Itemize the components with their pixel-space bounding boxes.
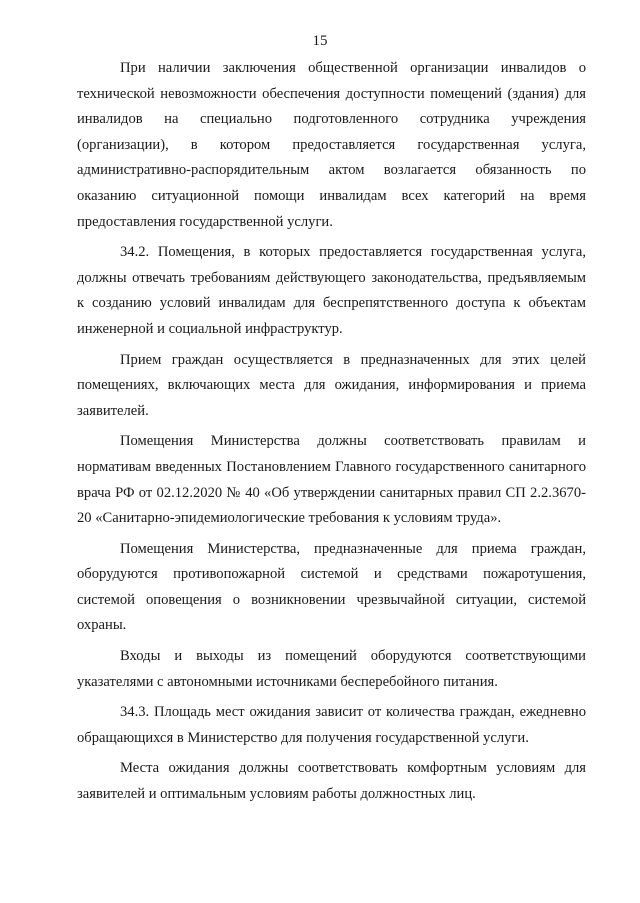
- paragraph-34-2-premises-requirements: 34.2. Помещения, в которых предоставляется государственная услуга, должны отвечать требованиям действующего законодательства, предъявляемым к созданию условий инвалидам для беспрепятственного доступа к объектам инженерной и социальной инфраструктур.: [77, 244, 586, 337]
- paragraph-sanitary-rules: Помещения Министерства должны соответствовать правилам и нормативам введенных Постановлением Главного государственного санитарного врача РФ от 02.12.2020 № 40 «Об утверждении санитарных правил СП 2.2.3670-20 «Санитарно-эпидемиологические требования к условиям труда».: [77, 433, 586, 527]
- paragraph-fire-safety: Помещения Министерства, предназначенные для приема граждан, оборудуются противопожарной системой и средствами пожаротушения, системой оповещения о возникновении чрезвычайной ситуации, системой охраны.: [77, 540, 586, 634]
- document-body: [77, 56, 586, 808]
- paragraph-disabled-persons-assistance: При наличии заключения общественной организации инвалидов о технической невозможности обеспечения доступности помещений (здания) для инвалидов на специально подготовленного сотрудника учреждения (организации), в котором предоставляется государственная услуга, административно-распорядительным актом возлагается обязанность по оказанию ситуационной помощи инвалидам всех категорий на время предоставления государственной услуги.: [77, 60, 586, 230]
- paragraph-34-3-waiting-area: 34.3. Площадь мест ожидания зависит от количества граждан, ежедневно обращающихся в Министерство для получения государственной услуги.: [77, 704, 586, 746]
- paragraph-reception-premises: Прием граждан осуществляется в предназначенных для этих целей помещениях, включающих места для ожидания, информирования и приема заявителей.: [77, 351, 586, 419]
- paragraph-entrances-exits: Входы и выходы из помещений оборудуются соответствующими указателями с автономными источниками бесперебойного питания.: [77, 648, 586, 690]
- page-number: 15: [312, 33, 328, 49]
- paragraph-waiting-comfort: Места ожидания должны соответствовать комфортным условиям для заявителей и оптимальным условиям работы должностных лиц.: [77, 760, 586, 803]
